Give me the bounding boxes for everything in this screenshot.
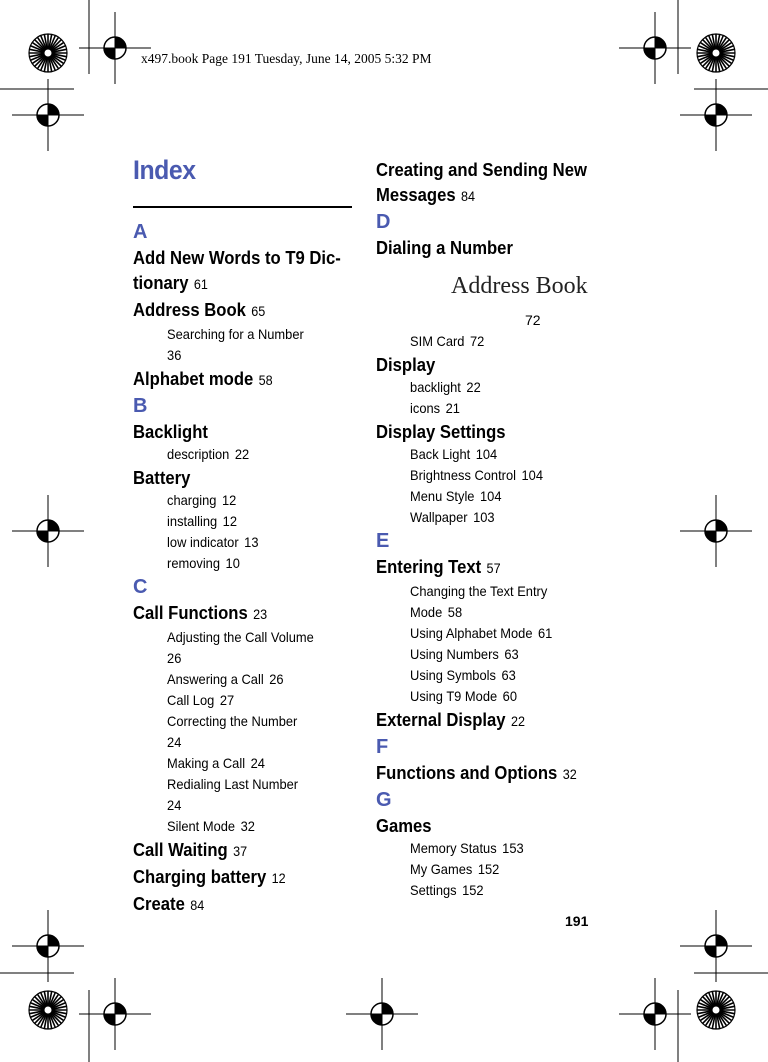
index-term: 36 bbox=[167, 347, 182, 363]
index-term: Mode bbox=[410, 604, 443, 620]
index-term: Alphabet mode bbox=[133, 368, 254, 389]
index-subentry bbox=[133, 816, 340, 837]
index-subentry bbox=[376, 398, 588, 419]
index-page-ref: 103 bbox=[473, 509, 495, 525]
index-subentry bbox=[376, 331, 588, 352]
index-entry bbox=[133, 600, 336, 627]
starburst-mark-bottom-left bbox=[29, 991, 67, 1029]
index-entry bbox=[376, 760, 583, 787]
index-term: Settings bbox=[410, 882, 457, 898]
index-page-ref: 22 bbox=[510, 713, 525, 729]
index-term: 26 bbox=[167, 650, 182, 666]
index-subentry bbox=[133, 490, 340, 511]
index-subentry bbox=[133, 774, 340, 795]
index-term: External Display bbox=[376, 709, 506, 730]
index-subentry bbox=[376, 444, 588, 465]
index-entry bbox=[133, 366, 336, 393]
index-page-ref: 58 bbox=[447, 604, 463, 620]
index-entry bbox=[133, 891, 336, 918]
index-page-ref: 22 bbox=[234, 446, 250, 462]
index-term: removing bbox=[167, 555, 221, 571]
crosshair-mark bbox=[680, 495, 752, 567]
crosshair-mark bbox=[12, 79, 84, 151]
index-term: Redialing Last Number bbox=[167, 776, 299, 792]
index-term: Correcting the Number bbox=[167, 713, 298, 729]
index-entry bbox=[133, 270, 336, 297]
crosshair-mark bbox=[680, 79, 752, 151]
index-entry-serif bbox=[376, 260, 606, 310]
index-term: G bbox=[376, 789, 392, 811]
index-section-letter bbox=[376, 734, 606, 760]
index-page-ref: 152 bbox=[477, 861, 500, 877]
index-entry bbox=[376, 554, 583, 581]
index-section-letter bbox=[133, 393, 358, 419]
index-subentry bbox=[133, 324, 340, 345]
index-page-ref: 23 bbox=[253, 606, 268, 622]
index-subentry bbox=[376, 465, 588, 486]
index-page-ref bbox=[376, 310, 606, 331]
index-term: Back Light bbox=[410, 446, 471, 462]
index-subentry bbox=[376, 859, 588, 880]
index-page-ref: 61 bbox=[538, 625, 553, 641]
index-page-ref: 63 bbox=[504, 646, 519, 662]
index-page-ref: 104 bbox=[475, 446, 498, 462]
index-term: Call Functions bbox=[133, 602, 248, 623]
index-page-ref: 13 bbox=[244, 534, 259, 550]
index-page-ref: 58 bbox=[258, 372, 273, 388]
index-entry bbox=[133, 245, 341, 270]
index-page-ref: 61 bbox=[193, 276, 208, 292]
index-term: Create bbox=[133, 893, 185, 914]
index-section-letter bbox=[376, 787, 606, 813]
index-term: Call Log bbox=[167, 692, 215, 708]
index-term: Using T9 Mode bbox=[410, 688, 498, 704]
index-page-ref: 84 bbox=[461, 188, 476, 204]
crosshair-mark bbox=[619, 12, 691, 84]
index-page-ref: 57 bbox=[486, 560, 501, 576]
index-page-ref: 37 bbox=[233, 843, 248, 859]
index-term: Using Numbers bbox=[410, 646, 499, 662]
index-page-ref: 104 bbox=[480, 488, 502, 504]
index-term: Changing the Text Entry bbox=[410, 583, 548, 599]
index-page-ref: 65 bbox=[251, 303, 266, 319]
index-term: 24 bbox=[167, 734, 182, 750]
index-subentry bbox=[133, 553, 340, 574]
index-page-ref: 12 bbox=[271, 870, 286, 886]
index-subentry bbox=[133, 795, 340, 816]
starburst-mark-top-left bbox=[29, 34, 67, 72]
index-entry bbox=[376, 813, 583, 838]
index-subentry bbox=[133, 732, 340, 753]
crosshair-mark bbox=[619, 978, 691, 1050]
index-term: low indicator bbox=[167, 534, 239, 550]
index-subentry bbox=[133, 511, 340, 532]
index-term: B bbox=[133, 395, 148, 417]
index-page-ref: 21 bbox=[445, 400, 460, 416]
index-page-ref: 60 bbox=[502, 688, 518, 704]
index-entry bbox=[133, 419, 336, 444]
index-term: tionary bbox=[133, 272, 189, 293]
index-term: F bbox=[376, 736, 389, 758]
page-number: 191 bbox=[565, 913, 589, 929]
index-entry bbox=[376, 419, 583, 444]
index-term: Games bbox=[376, 815, 432, 836]
index-entry bbox=[376, 235, 583, 260]
index-section-letter bbox=[133, 574, 358, 600]
index-term: Using Symbols bbox=[410, 667, 496, 683]
index-page-ref: 22 bbox=[466, 379, 481, 395]
index-subentry bbox=[376, 644, 588, 665]
index-term: Add New Words to T9 Dic- bbox=[133, 247, 341, 268]
index-term: A bbox=[133, 221, 148, 243]
index-term: 24 bbox=[167, 797, 182, 813]
index-term: Wallpaper bbox=[410, 509, 468, 525]
index-term: icons bbox=[410, 400, 441, 416]
index-term: Address Book bbox=[133, 299, 246, 320]
index-subentry bbox=[133, 532, 340, 553]
index-page-ref: 32 bbox=[562, 766, 577, 782]
index-page-ref: 63 bbox=[501, 667, 516, 683]
index-term: Silent Mode bbox=[167, 818, 236, 834]
starburst-mark-top-right bbox=[697, 34, 735, 72]
index-term: Battery bbox=[133, 467, 191, 488]
index-column-left bbox=[133, 219, 358, 918]
index-section-letter bbox=[376, 209, 606, 235]
index-term: charging bbox=[167, 492, 217, 508]
index-term: Brightness Control bbox=[410, 467, 516, 483]
index-subentry bbox=[133, 345, 340, 366]
index-column-right bbox=[376, 157, 606, 901]
index-term: Display bbox=[376, 354, 436, 375]
index-subentry bbox=[376, 880, 588, 901]
index-term: Display Settings bbox=[376, 421, 506, 442]
index-page-ref: 104 bbox=[521, 467, 544, 483]
index-entry bbox=[376, 352, 583, 377]
index-term: Menu Style bbox=[410, 488, 475, 504]
index-subentry bbox=[376, 602, 588, 623]
index-term: Dialing a Number bbox=[376, 237, 513, 258]
print-header: x497.book Page 191 Tuesday, June 14, 2005 5:32 PM bbox=[141, 51, 432, 66]
index-term: Call Waiting bbox=[133, 839, 228, 860]
crosshair-mark bbox=[680, 910, 752, 982]
index-entry bbox=[133, 297, 336, 324]
index-page-ref: 32 bbox=[240, 818, 255, 834]
index-section-letter bbox=[133, 219, 358, 245]
index-term: 72 bbox=[525, 312, 541, 328]
crosshair-mark bbox=[12, 495, 84, 567]
index-term: Backlight bbox=[133, 421, 208, 442]
index-subentry bbox=[133, 753, 340, 774]
index-term: Address Book bbox=[451, 273, 588, 299]
index-subentry bbox=[376, 581, 588, 602]
index-page-ref: 152 bbox=[462, 882, 484, 898]
index-subentry bbox=[133, 627, 340, 648]
index-term: Memory Status bbox=[410, 840, 497, 856]
index-term: Messages bbox=[376, 184, 456, 205]
index-term: SIM Card bbox=[410, 333, 465, 349]
index-subentry bbox=[133, 690, 340, 711]
index-term: My Games bbox=[410, 861, 473, 877]
index-term: Using Alphabet Mode bbox=[410, 625, 533, 641]
index-term: Adjusting the Call Volume bbox=[167, 629, 314, 645]
title-divider bbox=[133, 206, 352, 208]
index-entry bbox=[376, 157, 587, 182]
index-page-ref: 24 bbox=[250, 755, 265, 771]
index-term: Creating and Sending New bbox=[376, 159, 587, 180]
index-page-ref: 72 bbox=[469, 333, 485, 349]
index-term: Answering a Call bbox=[167, 671, 264, 687]
index-term: description bbox=[167, 446, 230, 462]
index-term: Searching for a Number bbox=[167, 326, 304, 342]
index-entry bbox=[376, 707, 583, 734]
index-page-ref: 12 bbox=[222, 513, 238, 529]
index-subentry bbox=[133, 669, 340, 690]
index-section-letter bbox=[376, 528, 606, 554]
index-term: C bbox=[133, 576, 148, 598]
crosshair-mark bbox=[79, 12, 151, 84]
index-subentry bbox=[376, 686, 588, 707]
index-subentry bbox=[376, 838, 588, 859]
index-page-ref: 153 bbox=[502, 840, 524, 856]
crosshair-mark bbox=[346, 978, 418, 1050]
index-term: D bbox=[376, 211, 391, 233]
index-term: Making a Call bbox=[167, 755, 246, 771]
index-subentry bbox=[133, 711, 340, 732]
index-term: E bbox=[376, 530, 390, 552]
index-subentry bbox=[133, 648, 340, 669]
index-subentry bbox=[376, 377, 588, 398]
index-entry bbox=[133, 864, 336, 891]
index-term: Charging battery bbox=[133, 866, 267, 887]
index-subentry bbox=[376, 665, 588, 686]
index-page-ref: 12 bbox=[221, 492, 237, 508]
index-page-ref: 84 bbox=[190, 897, 205, 913]
index-page-ref: 10 bbox=[225, 555, 240, 571]
index-subentry bbox=[376, 507, 588, 528]
index-term: installing bbox=[167, 513, 218, 529]
index-subentry bbox=[376, 623, 588, 644]
index-term: Functions and Options bbox=[376, 762, 558, 783]
index-entry bbox=[376, 182, 583, 209]
index-subentry bbox=[133, 444, 340, 465]
page-title: Index bbox=[133, 155, 196, 185]
index-page-ref: 26 bbox=[269, 671, 284, 687]
index-entry bbox=[133, 837, 336, 864]
index-term: backlight bbox=[410, 379, 461, 395]
starburst-mark-bottom-right bbox=[697, 991, 735, 1029]
crosshair-mark bbox=[79, 978, 151, 1050]
index-entry bbox=[133, 465, 336, 490]
index-subentry bbox=[376, 486, 588, 507]
crosshair-mark bbox=[12, 910, 84, 982]
index-term: Entering Text bbox=[376, 556, 482, 577]
index-page-ref: 27 bbox=[219, 692, 235, 708]
